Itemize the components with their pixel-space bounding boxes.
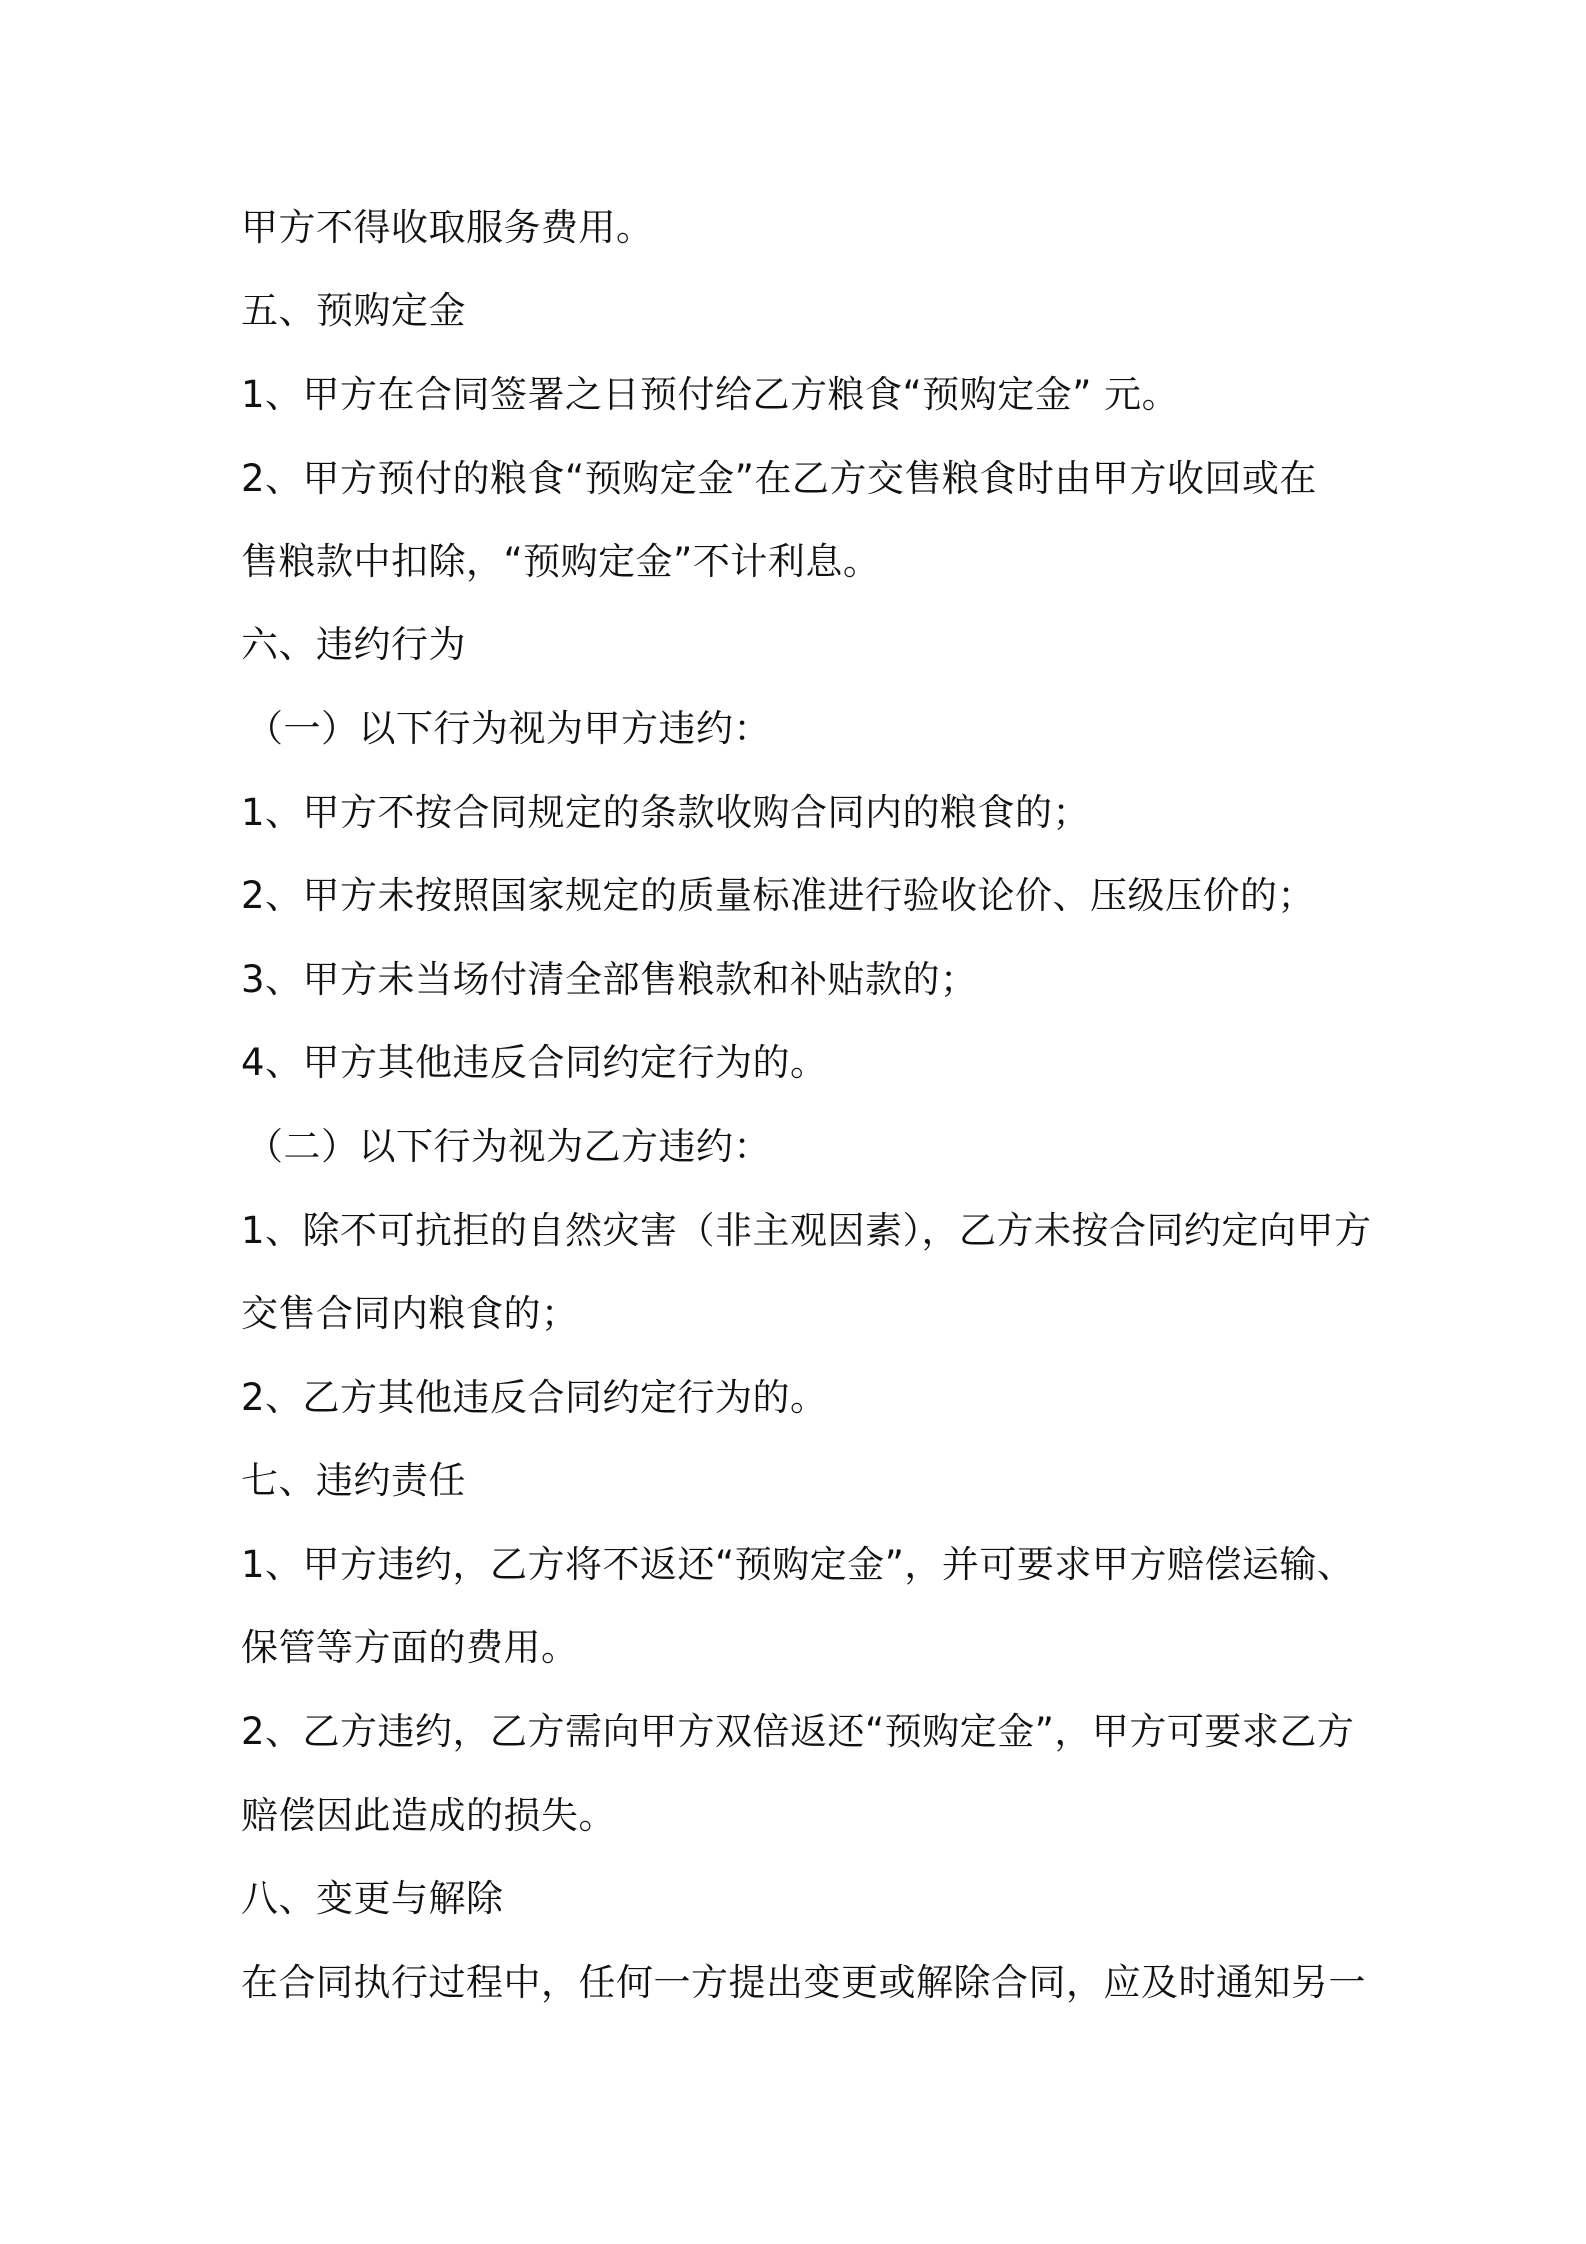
paragraph-line: 3、甲方未当场付清全部售粮款和补贴款的； <box>241 958 978 1001</box>
paragraph-line: 1、甲方违约，乙方将不返还“预购定金”，并可要求甲方赔偿运输、 <box>241 1543 1355 1586</box>
paragraph-line: 1、甲方不按合同规定的条款收购合同内的粮食的； <box>241 791 1091 834</box>
paragraph-line: 1、甲方在合同签署之日预付给乙方粮食“预购定金” 元。 <box>241 373 1180 416</box>
paragraph-line: 2、甲方预付的粮食“预购定金”在乙方交售粮食时由甲方收回或在 <box>241 457 1317 500</box>
paragraph-line: 交售合同内粮食的； <box>241 1292 579 1335</box>
paragraph-line: 2、乙方违约，乙方需向甲方双倍返还“预购定金”，甲方可要求乙方 <box>241 1710 1355 1753</box>
subsection-heading: （一）以下行为视为甲方违约： <box>246 707 771 750</box>
paragraph-line: 1、除不可抗拒的自然灾害（非主观因素），乙方未按合同约定向甲方 <box>241 1209 1372 1252</box>
section-heading: 六、违约行为 <box>241 623 466 666</box>
section-heading: 七、违约责任 <box>241 1459 466 1502</box>
subsection-heading: （二）以下行为视为乙方违约： <box>246 1125 771 1168</box>
paragraph-line: 赔偿因此造成的损失。 <box>241 1794 616 1837</box>
paragraph-line: 2、乙方其他违反合同约定行为的。 <box>241 1376 828 1419</box>
section-heading: 五、预购定金 <box>241 289 466 332</box>
paragraph-line: 保管等方面的费用。 <box>241 1626 579 1669</box>
paragraph-line: 4、甲方其他违反合同约定行为的。 <box>241 1041 828 1084</box>
paragraph-line: 甲方不得收取服务费用。 <box>241 206 654 249</box>
paragraph-line: 2、甲方未按照国家规定的质量标准进行验收论价、压级压价的； <box>241 874 1316 917</box>
paragraph-line: 在合同执行过程中，任何一方提出变更或解除合同，应及时通知另一 <box>241 1961 1366 2004</box>
paragraph-line: 售粮款中扣除，“预购定金”不计利息。 <box>241 540 881 583</box>
section-heading: 八、变更与解除 <box>241 1877 504 1920</box>
